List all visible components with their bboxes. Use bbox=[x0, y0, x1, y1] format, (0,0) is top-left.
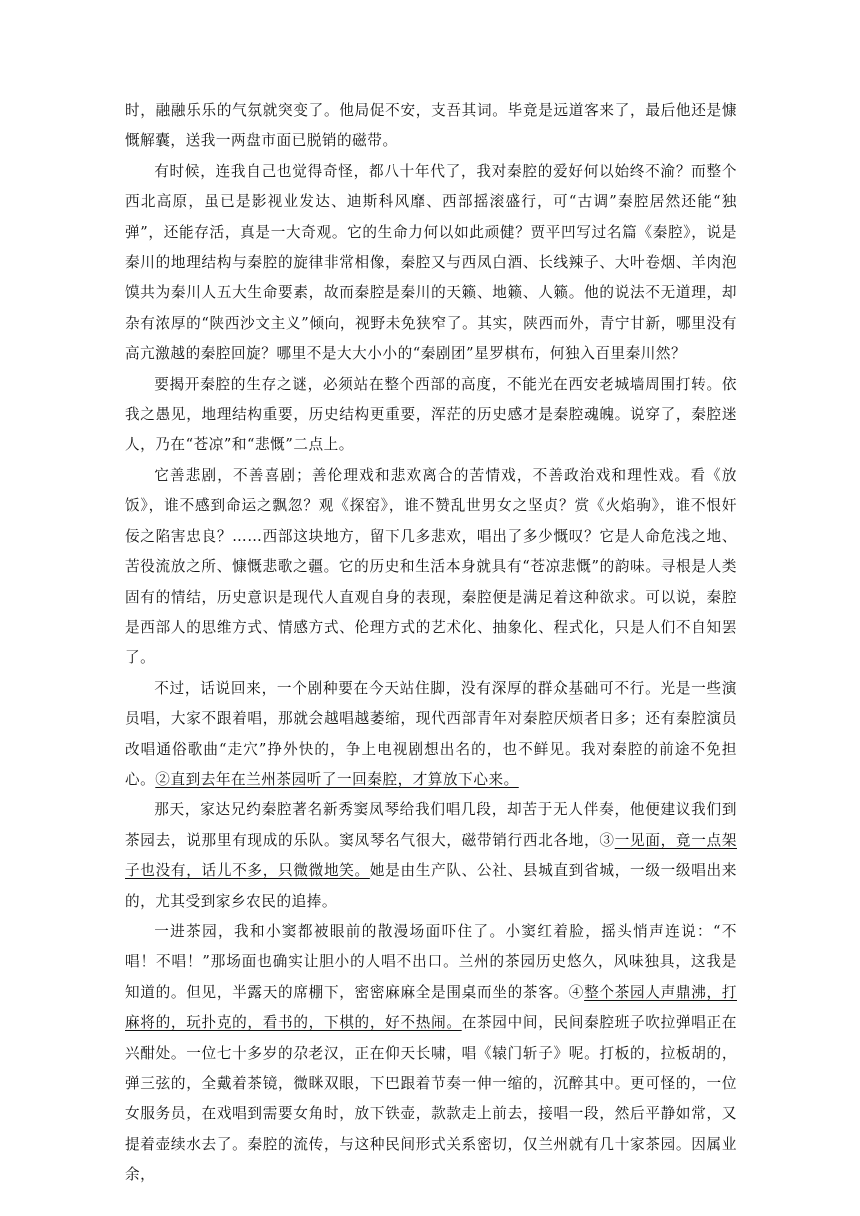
paragraph-7 bbox=[125, 917, 737, 1191]
paragraph-7-text-b: 在茶园中间，民间秦腔班子吹拉弹唱正在兴酣处。一位七十多岁的尕老汉，正在仰天长啸，唱《辕门斩子》呢。打板的，拉板胡的，弹三弦的，全戴着茶镜，微眯双眼，下巴跟着节奏一伸一缩的，沉醉其中。更可怪的，一位女服务员，在戏唱到需要女角时，放下铁壶，款款走上前去，接唱一段，然后平静如常，又提着壶续水去了。秦腔的流传，与这种民间形式关系密切，仅兰州就有几十家茶园。因属业余， bbox=[125, 1014, 737, 1184]
paragraph-5-text: 不过，话说回来，一个剧种要在今天站住脚，没有深厚的群众基础可不行。光是一些演员唱，大家不跟着唱，那就会越唱越萎缩，现代西部青年对秦腔厌烦者日多；还有秦腔演员改唱通俗歌曲“走穴”挣外快的，争上电视剧想出名的，也不鲜见。我对秦腔的前途不免担心。 bbox=[125, 679, 737, 788]
article-body bbox=[125, 96, 737, 1191]
paragraph-6 bbox=[125, 795, 737, 917]
paragraph-4 bbox=[125, 461, 737, 674]
paragraph-2-text: 有时候，连我自己也觉得奇怪，都八十年代了，我对秦腔的爱好何以始终不渝？而整个西北高原，虽已是影视业发达、迪斯科风靡、西部摇滚盛行，可“古调”秦腔居然还能“独弹”，还能存活，真是一大奇观。它的生命力何以如此顽健？贾平凹写过名篇《秦腔》，说是秦川的地理结构与秦腔的旋律非常相像，秦腔又与西凤白酒、长线辣子、大叶卷烟、羊肉泡馍共为秦川人五大生命要素，故而秦腔是秦川的天籁、地籁、人籁。他的说法不无道理，却杂有浓厚的“陕西沙文主义”倾向，视野未免狭窄了。其实，陕西而外，青宁甘新，哪里没有高亢激越的秦腔回旋？哪里不是大大小小的“秦剧团”星罗棋布，何独入百里秦川然？ bbox=[125, 162, 737, 363]
paragraph-3 bbox=[125, 370, 737, 461]
underlined-sentence-4: 整个茶园人声鼎沸，打麻将的，玩扑克的，看书的，下棋的，好不热闹。 bbox=[125, 983, 737, 1032]
paragraph-3-text: 要揭开秦腔的生存之谜，必须站在整个西部的高度，不能光在西安老城墙周围打转。依我之愚见，地理结构重要，历史结构更重要，浑茫的历史感才是秦腔魂魄。说穿了，秦腔迷人，乃在“苍凉”和“悲慨”二点上。 bbox=[125, 375, 737, 454]
paragraph-6-text-a: 那天，家达兄约秦腔著名新秀窦凤琴给我们唱几段，却苦于无人伴奏，他便建议我们到茶园去，说那里有现成的乐队。窦凤琴名气很大，磁带销行西北各地，③ bbox=[125, 801, 737, 849]
paragraph-7-text-a: 一进茶园，我和小窦都被眼前的散漫场面吓住了。小窦红着脸，摇头悄声连说：“不唱！不唱！”那场面也确实让胆小的人唱不出口。兰州的茶园历史悠久，风味独具，这我是知道的。但见，半露天的席棚下，密密麻麻全是围桌而坐的茶客。④ bbox=[125, 922, 737, 1001]
underlined-sentence-3: 一见面，竟一点架子也没有，话儿不多，只微微地笑。 bbox=[125, 831, 737, 880]
underlined-sentence-2: ②直到去年在兰州茶园听了一回秦腔，才算放下心来。 bbox=[155, 770, 519, 788]
paragraph-1-text: 时，融融乐乐的气氛就突变了。他局促不安，支吾其词。毕竟是远道客来了，最后他还是慷慨解囊，送我一两盘市面已脱销的磁带。 bbox=[125, 102, 737, 150]
paragraph-6-text-b: 她是由生产队、公社、县城直到省城，一级一级唱出来的，尤其受到家乡农民的追捧。 bbox=[125, 862, 737, 910]
paragraph-5 bbox=[125, 674, 737, 796]
paragraph-1 bbox=[125, 96, 737, 157]
paragraph-2 bbox=[125, 157, 737, 370]
paragraph-4-text: 它善悲剧，不善喜剧；善伦理戏和悲欢离合的苦情戏，不善政治戏和理性戏。看《放饭》，谁不感到命运之飘忽？观《探窑》，谁不赞乱世男女之坚贞？赏《火焰驹》，谁不恨奸佞之陷害忠良？……西部这块地方，留下几多悲欢，唱出了多少慨叹？它是人命危浅之地、苦役流放之所、慷慨悲歌之疆。它的历史和生活本身就具有“苍凉悲慨”的韵味。寻根是人类固有的情结，历史意识是现代人直观自身的表现，秦腔便是满足着这种欲求。可以说，秦腔是西部人的思维方式、情感方式、伦理方式的艺术化、抽象化、程式化，只是人们不自知罢了。 bbox=[125, 466, 737, 667]
